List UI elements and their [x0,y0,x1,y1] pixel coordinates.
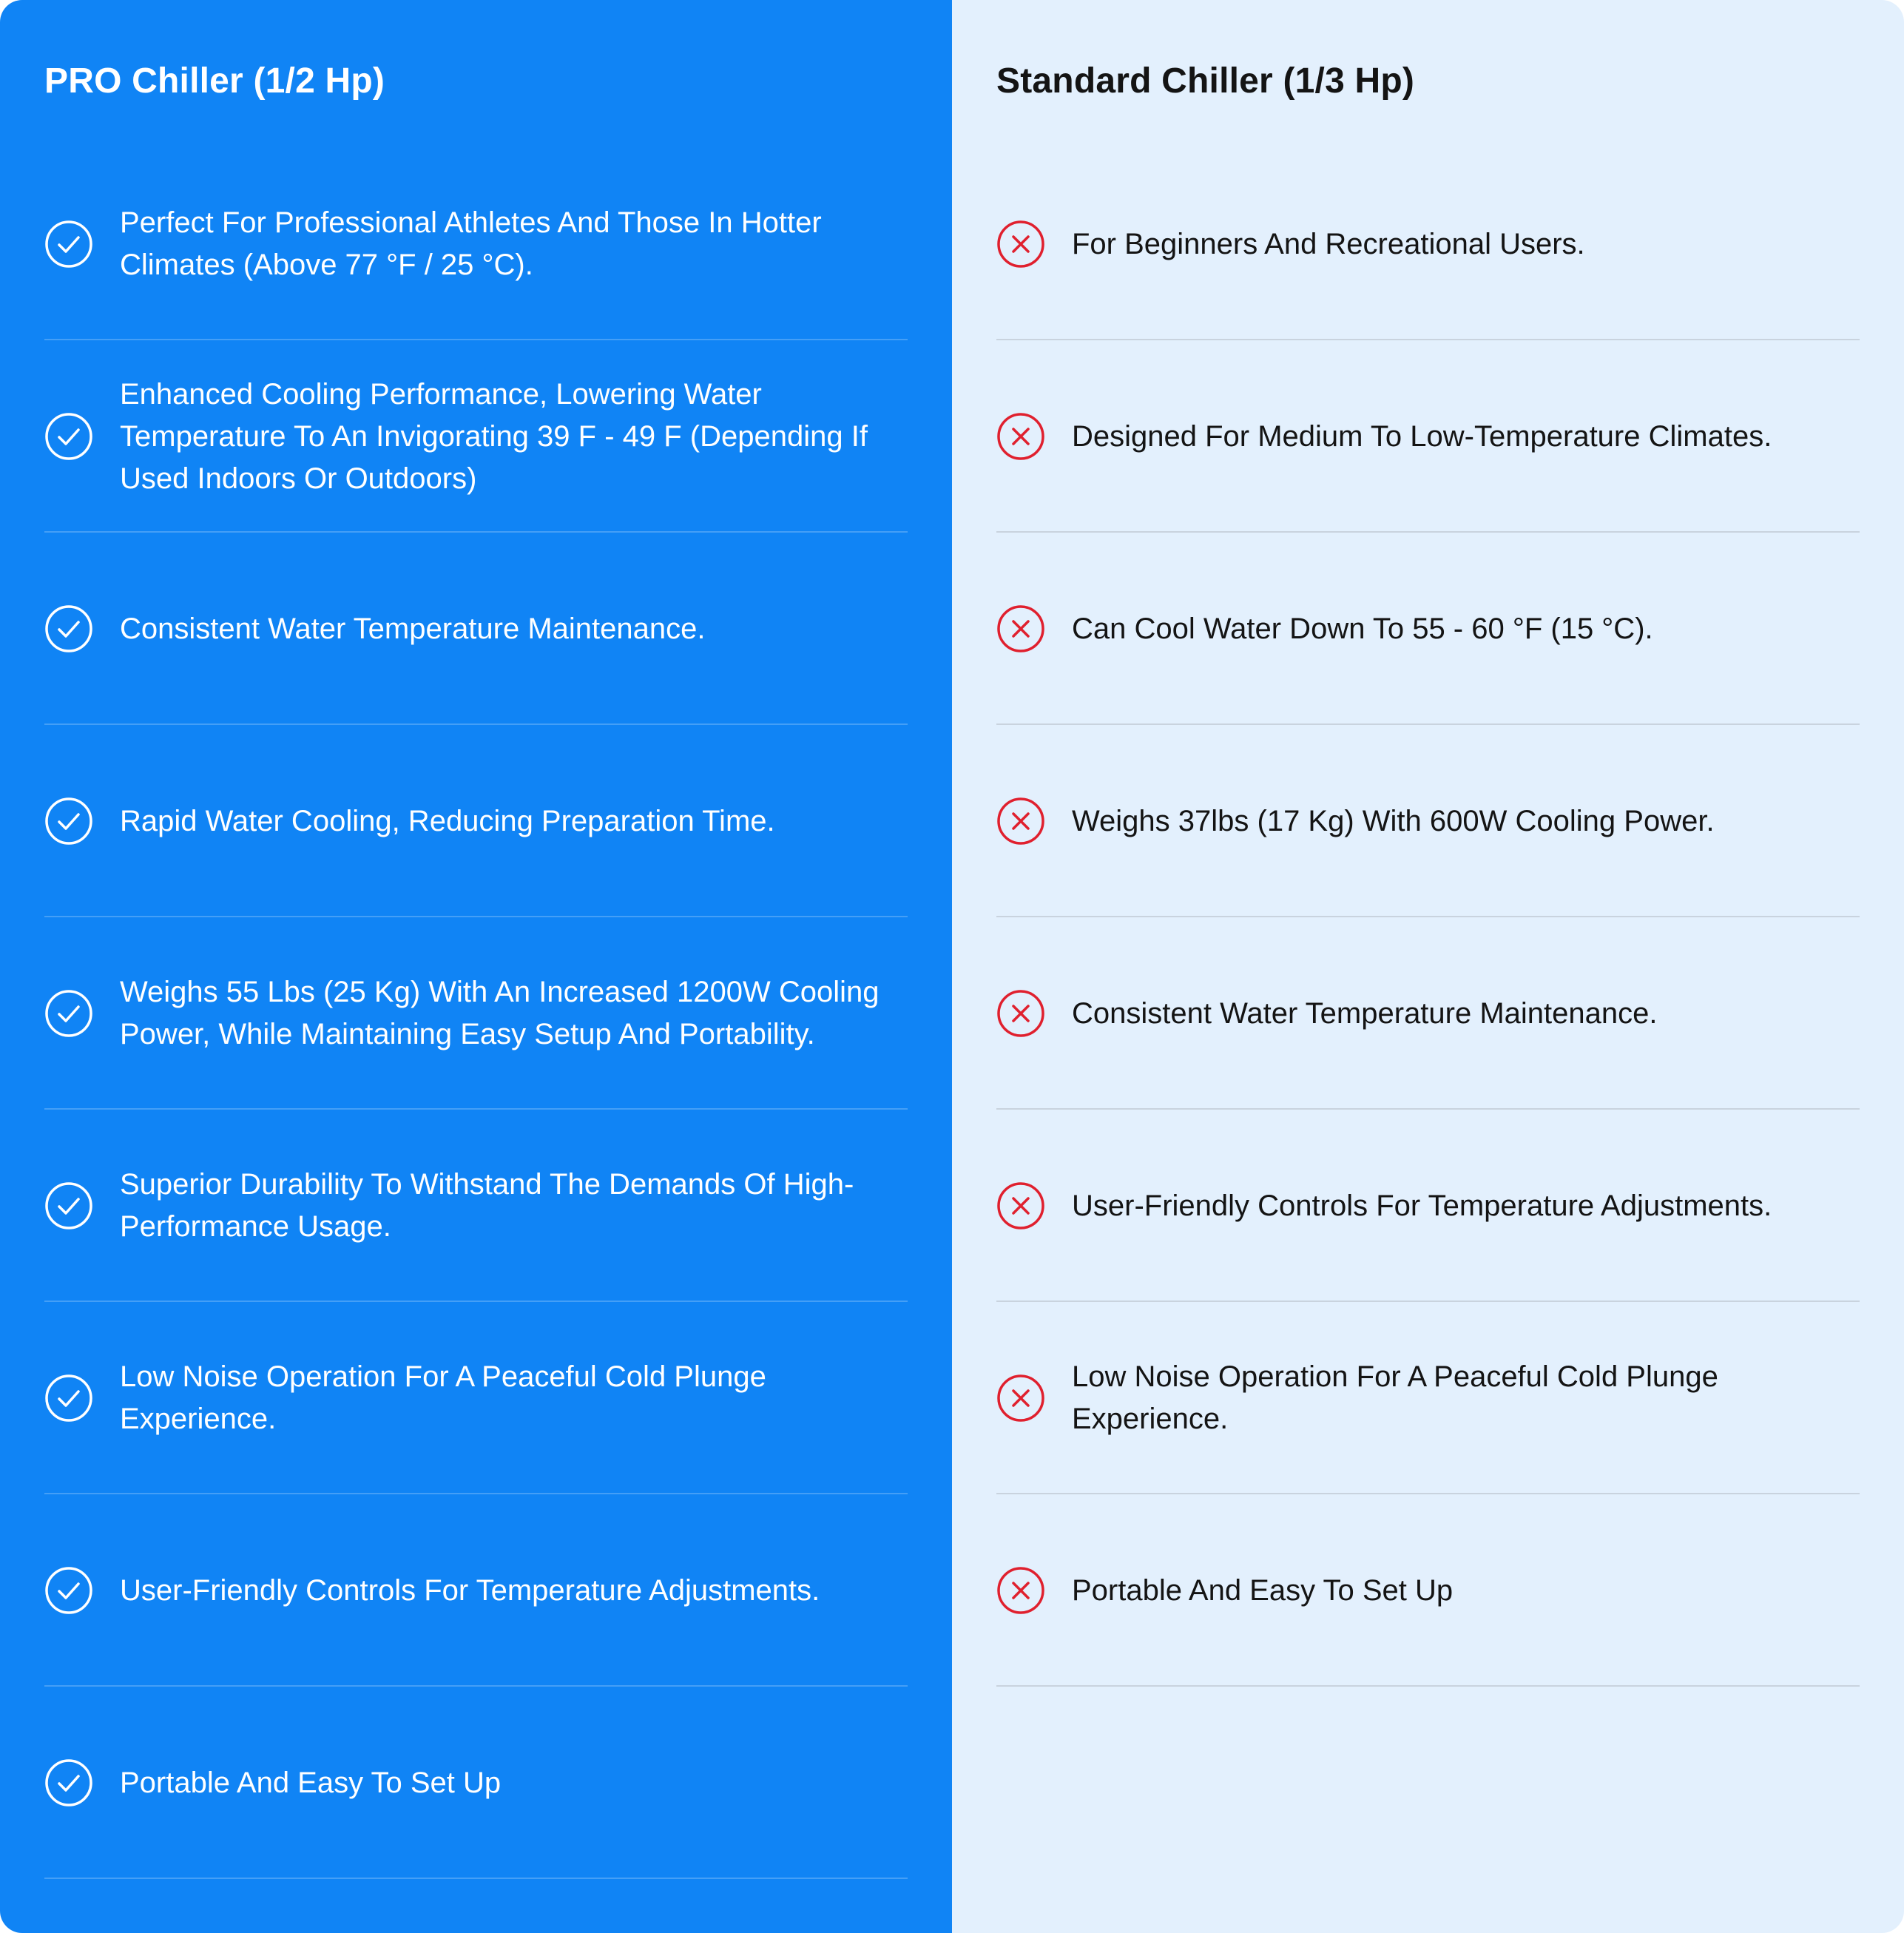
x-circle-icon [996,1374,1045,1423]
standard-chiller-title: Standard Chiller (1/3 Hp) [996,61,1415,101]
standard-feature-text: Portable And Easy To Set Up [1072,1573,1454,1607]
standard-feature-row [996,917,1860,1110]
standard-feature-row [996,725,1860,917]
x-circle-icon [996,797,1045,846]
pro-feature-row [44,1302,908,1494]
standard-feature-text: For Beginners And Recreational Users. [1072,227,1585,260]
standard-feature-row [996,1494,1860,1687]
standard-feature-row [996,1302,1860,1494]
pro-feature-row [44,917,908,1110]
standard-chiller-column [952,0,1904,1933]
standard-feature-list [996,148,1860,1687]
pro-feature-text: Rapid Water Cooling, Reducing Preparation Time. [120,804,775,837]
standard-feature-text: User-Friendly Controls For Temperature Adjustments. [1072,1189,1772,1222]
pro-feature-row [44,340,908,533]
check-circle-icon [44,1181,93,1230]
pro-feature-row [44,1494,908,1687]
x-circle-icon [996,412,1045,461]
pro-chiller-title: PRO Chiller (1/2 Hp) [44,61,385,101]
check-circle-icon [44,797,93,846]
x-circle-icon [996,604,1045,653]
pro-feature-text: Weighs 55 Lbs (25 Kg) With An Increased 1200W Cooling Power, While Maintaining Easy Setup And Portability. [120,976,880,1050]
pro-feature-text: Portable And Easy To Set Up [120,1766,502,1799]
pro-feature-row [44,1110,908,1302]
x-circle-icon [996,1181,1045,1230]
check-circle-icon [44,220,93,269]
standard-feature-row [996,1110,1860,1302]
standard-feature-row [996,148,1860,340]
check-circle-icon [44,412,93,461]
pro-feature-text: Superior Durability To Withstand The Demands Of High-Performance Usage. [120,1168,854,1243]
pro-feature-list [44,148,908,1879]
pro-feature-text: Low Noise Operation For A Peaceful Cold Plunge Experience. [120,1360,766,1435]
pro-feature-row [44,148,908,340]
standard-feature-text: Consistent Water Temperature Maintenance. [1072,996,1658,1030]
x-circle-icon [996,1566,1045,1615]
pro-feature-row [44,725,908,917]
pro-feature-text: Perfect For Professional Athletes And Those In Hotter Climates (Above 77 °F / 25 °C). [120,206,822,281]
pro-feature-text: User-Friendly Controls For Temperature Adjustments. [120,1573,820,1607]
pro-feature-row [44,533,908,725]
standard-feature-text: Designed For Medium To Low-Temperature Climates. [1072,419,1772,453]
standard-feature-row [996,533,1860,725]
check-circle-icon [44,1758,93,1807]
x-circle-icon [996,220,1045,269]
x-circle-icon [996,989,1045,1038]
pro-feature-text: Enhanced Cooling Performance, Lowering Water Temperature To An Invigorating 39 F - 49 F (Depending If Used Indoors Or Outdoors) [120,377,868,495]
check-circle-icon [44,1374,93,1423]
standard-feature-text: Can Cool Water Down To 55 - 60 °F (15 °C). [1072,612,1653,645]
standard-feature-text: Weighs 37lbs (17 Kg) With 600W Cooling Power. [1072,804,1715,837]
pro-feature-text: Consistent Water Temperature Maintenance. [120,612,706,645]
standard-feature-row [996,340,1860,533]
check-circle-icon [44,604,93,653]
pro-feature-row [44,1687,908,1879]
standard-feature-text: Low Noise Operation For A Peaceful Cold Plunge Experience. [1072,1360,1718,1435]
check-circle-icon [44,1566,93,1615]
check-circle-icon [44,989,93,1038]
